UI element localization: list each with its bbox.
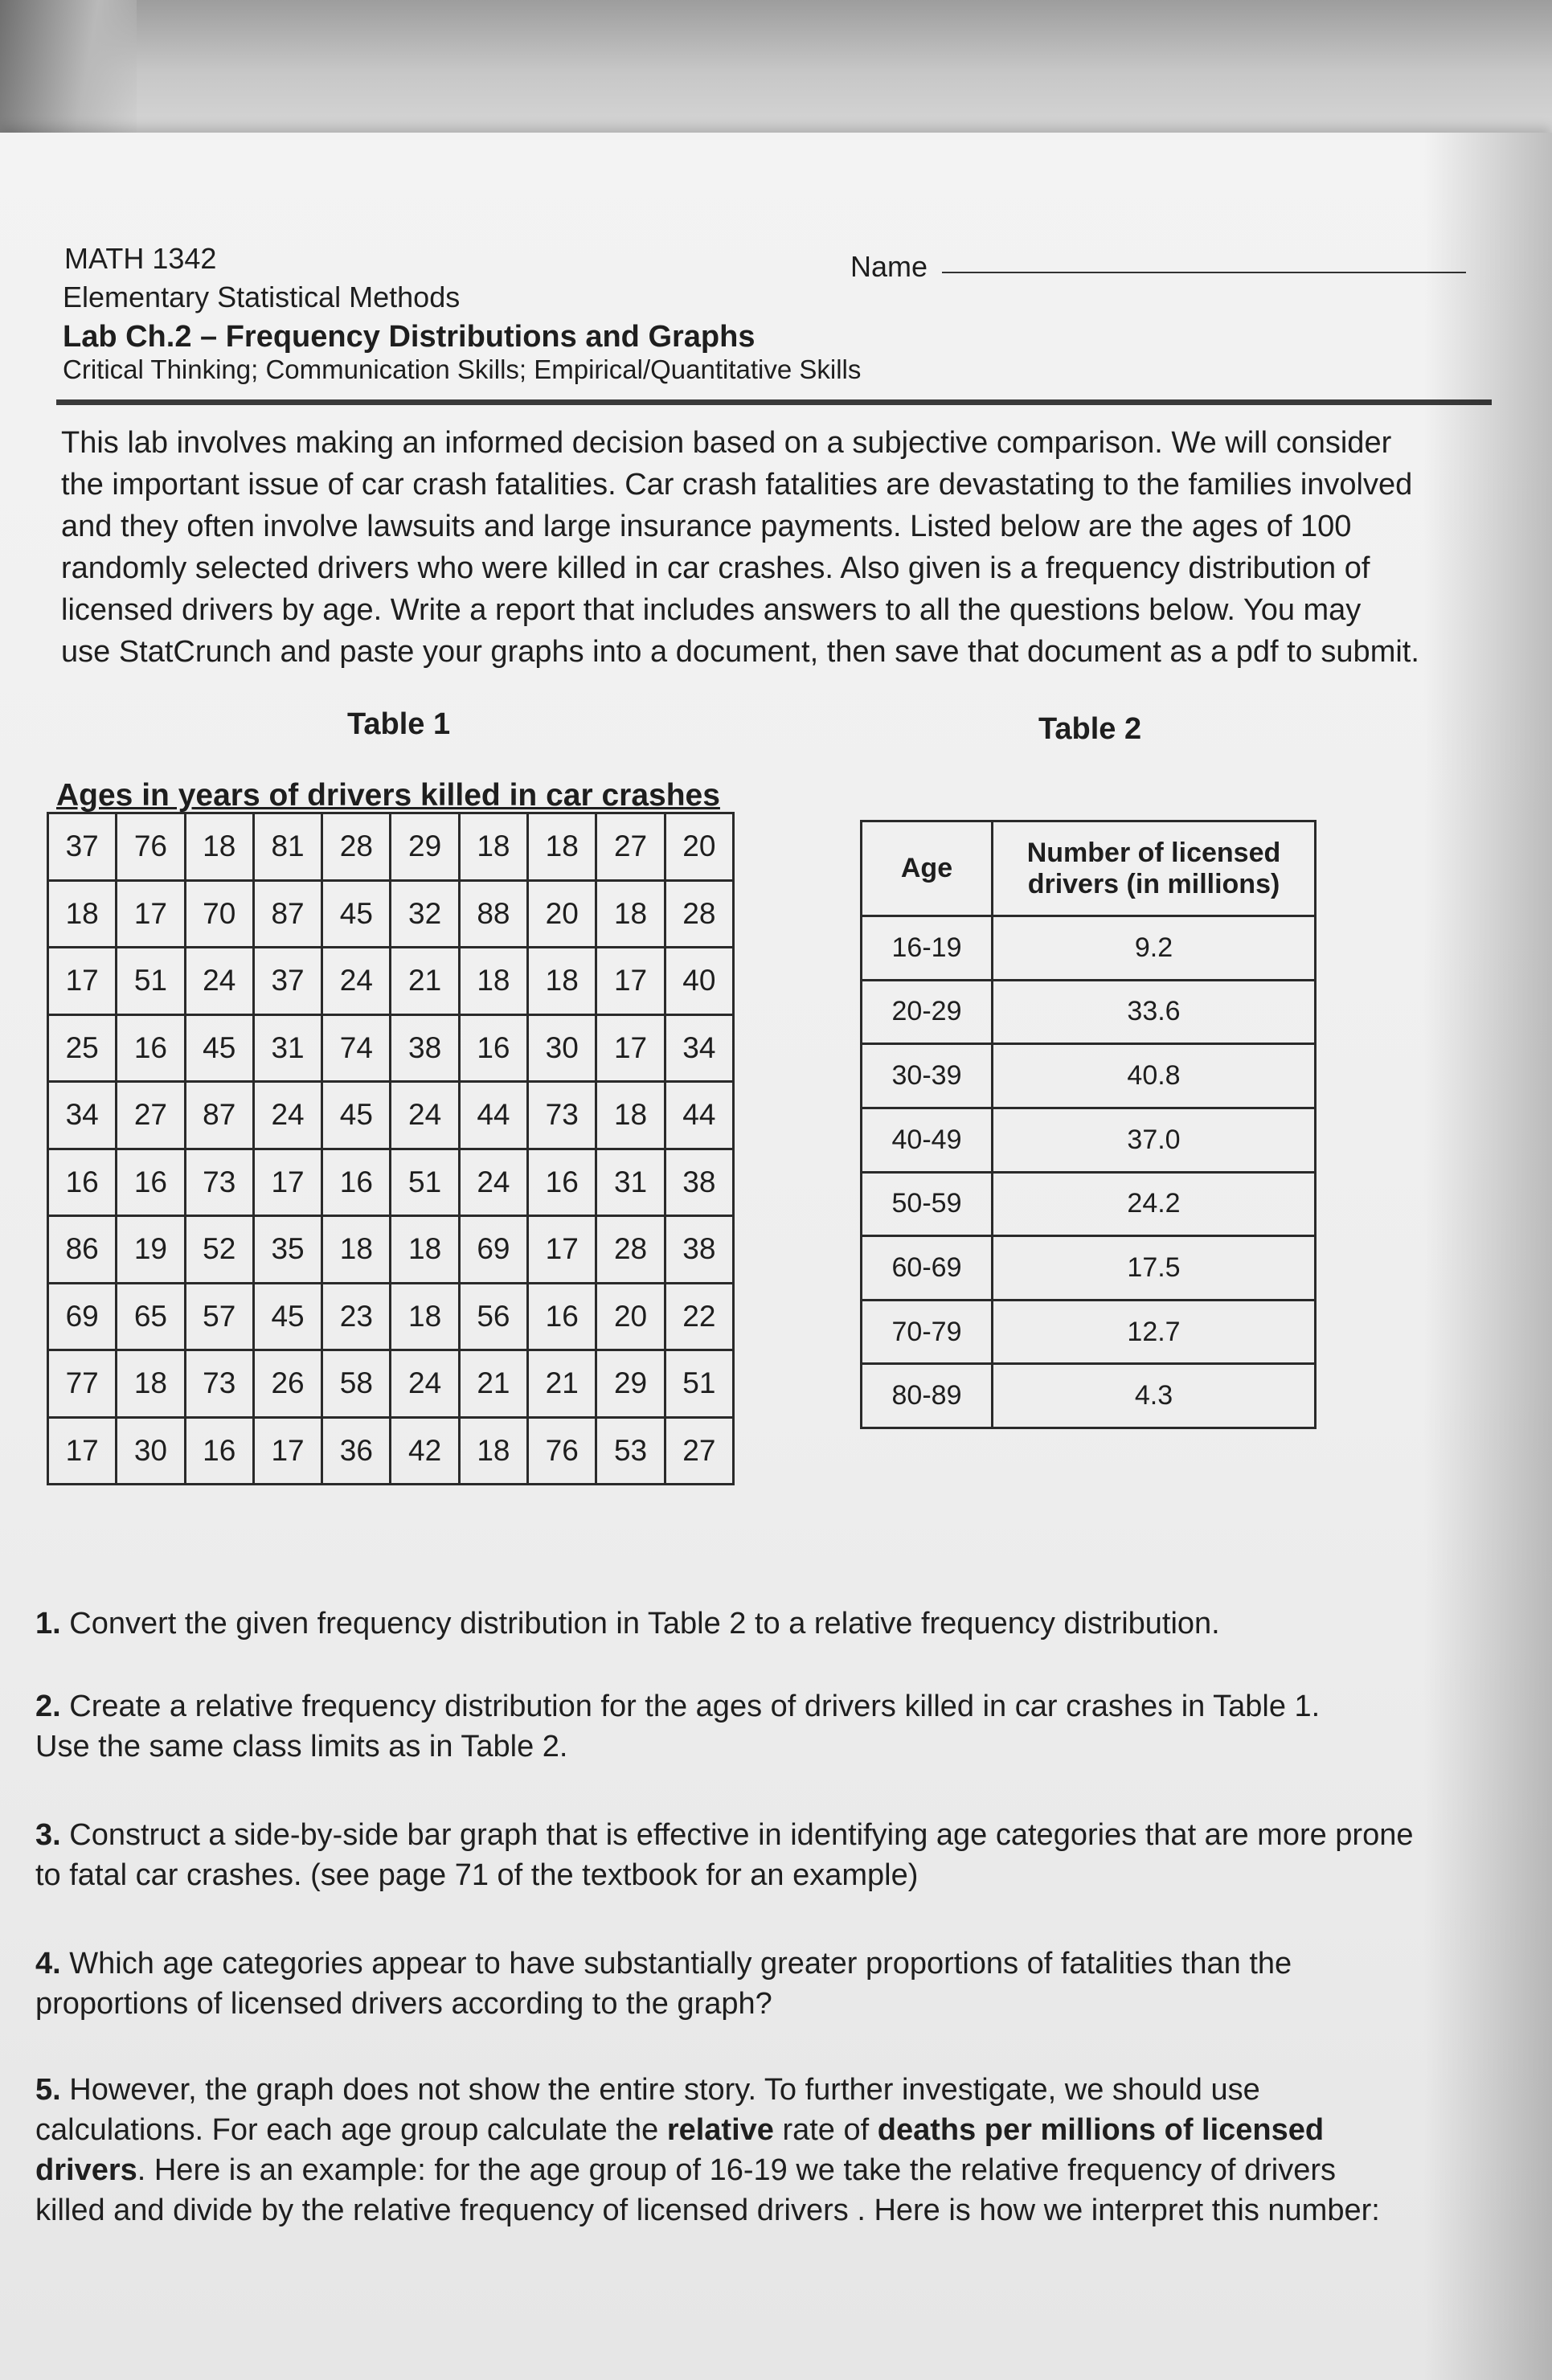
table-cell: 16 xyxy=(459,1014,527,1082)
table-cell: 52 xyxy=(185,1216,253,1284)
question-number: 1. xyxy=(35,1607,61,1641)
column-header-count-line2: drivers (in millions) xyxy=(1027,868,1280,899)
table-cell: 18 xyxy=(459,813,527,881)
table-cell: 51 xyxy=(117,948,185,1015)
age-cell: 50-59 xyxy=(862,1172,993,1236)
count-cell: 12.7 xyxy=(993,1300,1316,1364)
table-cell: 87 xyxy=(185,1082,253,1149)
table-cell: 20 xyxy=(528,880,596,948)
table-cell: 18 xyxy=(391,1283,459,1350)
table-cell: 36 xyxy=(322,1417,391,1485)
table-cell: 17 xyxy=(48,948,117,1015)
age-cell: 16-19 xyxy=(862,916,993,981)
age-cell: 40-49 xyxy=(862,1108,993,1172)
table-cell: 17 xyxy=(253,1149,321,1216)
table-cell: 45 xyxy=(253,1283,321,1350)
skills-line: Critical Thinking; Communication Skills; Empirical/Quantitative Skills xyxy=(63,354,862,384)
table-cell: 19 xyxy=(117,1216,185,1284)
table-cell: 30 xyxy=(117,1417,185,1485)
intro-line: This lab involves making an informed decision based on a subjective comparison. We will consider xyxy=(61,426,1392,460)
age-cell: 20-29 xyxy=(862,980,993,1044)
table-row xyxy=(862,1108,1316,1172)
table-row xyxy=(48,1014,734,1082)
question-text: calculations. For each age group calculate the xyxy=(35,2113,667,2147)
intro-line: the important issue of car crash fatalities. Car crash fatalities are devastating to the families involved xyxy=(61,468,1413,502)
question-number: 3. xyxy=(35,1818,61,1852)
table-cell: 87 xyxy=(253,880,321,948)
table-cell: 18 xyxy=(459,948,527,1015)
age-cell: 30-39 xyxy=(862,1044,993,1108)
table-cell: 37 xyxy=(48,813,117,881)
table-cell: 81 xyxy=(253,813,321,881)
table-row xyxy=(862,980,1316,1044)
table-cell: 34 xyxy=(665,1014,733,1082)
emphasis-text: drivers xyxy=(35,2153,137,2187)
count-cell: 4.3 xyxy=(993,1364,1316,1428)
table2-label: Table 2 xyxy=(1038,712,1142,746)
table-cell: 45 xyxy=(185,1014,253,1082)
table-cell: 69 xyxy=(48,1283,117,1350)
table-cell: 51 xyxy=(391,1149,459,1216)
course-code: MATH 1342 xyxy=(64,242,217,275)
table-cell: 17 xyxy=(48,1417,117,1485)
table-cell: 24 xyxy=(322,948,391,1015)
table-cell: 28 xyxy=(322,813,391,881)
table-cell: 27 xyxy=(665,1417,733,1485)
table-cell: 16 xyxy=(185,1417,253,1485)
table-cell: 20 xyxy=(596,1283,665,1350)
table-cell: 44 xyxy=(665,1082,733,1149)
table-cell: 31 xyxy=(596,1149,665,1216)
table-cell: 16 xyxy=(528,1283,596,1350)
table-row xyxy=(48,880,734,948)
table-cell: 70 xyxy=(185,880,253,948)
question-number: 5. xyxy=(35,2073,61,2107)
table-cell: 38 xyxy=(391,1014,459,1082)
table-cell: 29 xyxy=(596,1350,665,1418)
question-number: 4. xyxy=(35,1947,61,1981)
table-cell: 65 xyxy=(117,1283,185,1350)
table-cell: 73 xyxy=(185,1350,253,1418)
table-row xyxy=(48,1417,734,1485)
table-cell: 57 xyxy=(185,1283,253,1350)
question-text: proportions of licensed drivers according to the graph? xyxy=(35,1987,772,2021)
table-row xyxy=(48,1082,734,1149)
table-row xyxy=(862,1300,1316,1364)
table-cell: 20 xyxy=(665,813,733,881)
table-cell: 40 xyxy=(665,948,733,1015)
table-cell: 88 xyxy=(459,880,527,948)
table-row xyxy=(48,948,734,1015)
table-cell: 24 xyxy=(185,948,253,1015)
table-row xyxy=(862,1172,1316,1236)
intro-line: use StatCrunch and paste your graphs into a document, then save that document as a pdf to submit. xyxy=(61,635,1419,669)
age-cell: 80-89 xyxy=(862,1364,993,1428)
table-cell: 18 xyxy=(322,1216,391,1284)
count-cell: 9.2 xyxy=(993,916,1316,981)
table-cell: 24 xyxy=(391,1082,459,1149)
table-cell: 18 xyxy=(528,813,596,881)
table-cell: 17 xyxy=(117,880,185,948)
table-cell: 17 xyxy=(596,1014,665,1082)
table-cell: 18 xyxy=(391,1216,459,1284)
column-header-age: Age xyxy=(862,821,993,916)
table-cell: 76 xyxy=(117,813,185,881)
name-label: Name xyxy=(850,250,928,283)
table-cell: 17 xyxy=(596,948,665,1015)
table-cell: 45 xyxy=(322,880,391,948)
table2-licensed-drivers xyxy=(860,820,1317,1429)
lab-title: Lab Ch.2 – Frequency Distributions and Graphs xyxy=(63,320,756,354)
table-cell: 26 xyxy=(253,1350,321,1418)
table-cell: 18 xyxy=(596,1082,665,1149)
table-cell: 16 xyxy=(117,1149,185,1216)
question-text: Construct a side-by-side bar graph that is effective in identifying age categories that are more prone xyxy=(69,1818,1414,1852)
table-row xyxy=(48,1216,734,1284)
table-row xyxy=(48,1283,734,1350)
table1-ages xyxy=(47,812,735,1485)
question-text: rate of xyxy=(773,2113,878,2147)
table-cell: 38 xyxy=(665,1216,733,1284)
question-text: Use the same class limits as in Table 2. xyxy=(35,1730,568,1763)
table-cell: 38 xyxy=(665,1149,733,1216)
table-cell: 16 xyxy=(48,1149,117,1216)
table-cell: 21 xyxy=(459,1350,527,1418)
table-cell: 22 xyxy=(665,1283,733,1350)
table1-label: Table 1 xyxy=(347,707,451,741)
table-cell: 25 xyxy=(48,1014,117,1082)
intro-line: and they often involve lawsuits and large insurance payments. Listed below are the ages of 100 xyxy=(61,510,1352,543)
table-cell: 32 xyxy=(391,880,459,948)
question-4 xyxy=(35,1944,1482,2024)
question-1 xyxy=(35,1604,1482,1644)
table-row xyxy=(48,813,734,881)
table-cell: 18 xyxy=(117,1350,185,1418)
question-text: Which age categories appear to have substantially greater proportions of fatalities than the xyxy=(69,1947,1292,1981)
table-cell: 18 xyxy=(528,948,596,1015)
intro-line: licensed drivers by age. Write a report that includes answers to all the questions below. You may xyxy=(61,593,1362,627)
table-cell: 37 xyxy=(253,948,321,1015)
table-cell: 34 xyxy=(48,1082,117,1149)
table-cell: 30 xyxy=(528,1014,596,1082)
question-number: 2. xyxy=(35,1690,61,1723)
table-cell: 16 xyxy=(528,1149,596,1216)
question-2 xyxy=(35,1686,1482,1767)
table-cell: 29 xyxy=(391,813,459,881)
count-cell: 33.6 xyxy=(993,980,1316,1044)
table-cell: 18 xyxy=(459,1417,527,1485)
table-cell: 24 xyxy=(391,1350,459,1418)
table-row xyxy=(48,1149,734,1216)
table-cell: 74 xyxy=(322,1014,391,1082)
count-cell: 17.5 xyxy=(993,1236,1316,1301)
column-header-count-line1: Number of licensed xyxy=(1026,837,1281,868)
table-cell: 27 xyxy=(596,813,665,881)
table-header-row xyxy=(862,821,1316,916)
table-cell: 28 xyxy=(665,880,733,948)
column-header-count xyxy=(993,821,1316,916)
table1-caption: Ages in years of drivers killed in car crashes xyxy=(56,778,720,813)
table-cell: 69 xyxy=(459,1216,527,1284)
table-row xyxy=(48,1350,734,1418)
emphasis-text: deaths per millions of licensed xyxy=(877,2113,1325,2147)
header-divider xyxy=(56,399,1492,405)
table-cell: 24 xyxy=(459,1149,527,1216)
table-cell: 16 xyxy=(117,1014,185,1082)
table-cell: 58 xyxy=(322,1350,391,1418)
table-cell: 51 xyxy=(665,1350,733,1418)
question-3 xyxy=(35,1815,1482,1895)
age-cell: 70-79 xyxy=(862,1300,993,1364)
table-cell: 42 xyxy=(391,1417,459,1485)
table-cell: 45 xyxy=(322,1082,391,1149)
question-text: to fatal car crashes. (see page 71 of the textbook for an example) xyxy=(35,1858,919,1892)
table-cell: 73 xyxy=(528,1082,596,1149)
table-cell: 35 xyxy=(253,1216,321,1284)
table-cell: 86 xyxy=(48,1216,117,1284)
question-text: Create a relative frequency distribution for the ages of drivers killed in car crashes in Table 1. xyxy=(69,1690,1321,1723)
table-cell: 27 xyxy=(117,1082,185,1149)
table-row xyxy=(862,1044,1316,1108)
table-cell: 18 xyxy=(596,880,665,948)
table-row xyxy=(862,1364,1316,1428)
table-cell: 17 xyxy=(528,1216,596,1284)
table-row xyxy=(862,1236,1316,1301)
intro-line: randomly selected drivers who were killed in car crashes. Also given is a frequency distribution of xyxy=(61,551,1370,585)
table-cell: 17 xyxy=(253,1417,321,1485)
emphasis-text: relative xyxy=(666,2113,774,2147)
table-cell: 56 xyxy=(459,1283,527,1350)
table-cell: 24 xyxy=(253,1082,321,1149)
table-cell: 31 xyxy=(253,1014,321,1082)
course-name: Elementary Statistical Methods xyxy=(63,281,461,313)
table-cell: 53 xyxy=(596,1417,665,1485)
table-cell: 21 xyxy=(391,948,459,1015)
table-cell: 76 xyxy=(528,1417,596,1485)
intro-paragraph xyxy=(61,422,1476,673)
table-cell: 16 xyxy=(322,1149,391,1216)
question-5 xyxy=(35,2070,1482,2230)
count-cell: 40.8 xyxy=(993,1044,1316,1108)
table-row xyxy=(862,916,1316,981)
name-field[interactable] xyxy=(942,272,1466,273)
table-cell: 18 xyxy=(48,880,117,948)
question-text: Convert the given frequency distribution in Table 2 to a relative frequency distribution. xyxy=(69,1607,1220,1641)
question-text: killed and divide by the relative frequency of licensed drivers . Here is how we interpret this number: xyxy=(35,2194,1380,2227)
table-cell: 44 xyxy=(459,1082,527,1149)
table-cell: 23 xyxy=(322,1283,391,1350)
question-text: However, the graph does not show the entire story. To further investigate, we should use xyxy=(69,2073,1260,2107)
table-cell: 77 xyxy=(48,1350,117,1418)
age-cell: 60-69 xyxy=(862,1236,993,1301)
table-cell: 18 xyxy=(185,813,253,881)
question-text: . Here is an example: for the age group of 16-19 we take the relative frequency of drivers xyxy=(137,2153,1337,2187)
count-cell: 24.2 xyxy=(993,1172,1316,1236)
table-cell: 21 xyxy=(528,1350,596,1418)
table-cell: 28 xyxy=(596,1216,665,1284)
count-cell: 37.0 xyxy=(993,1108,1316,1172)
table-cell: 73 xyxy=(185,1149,253,1216)
